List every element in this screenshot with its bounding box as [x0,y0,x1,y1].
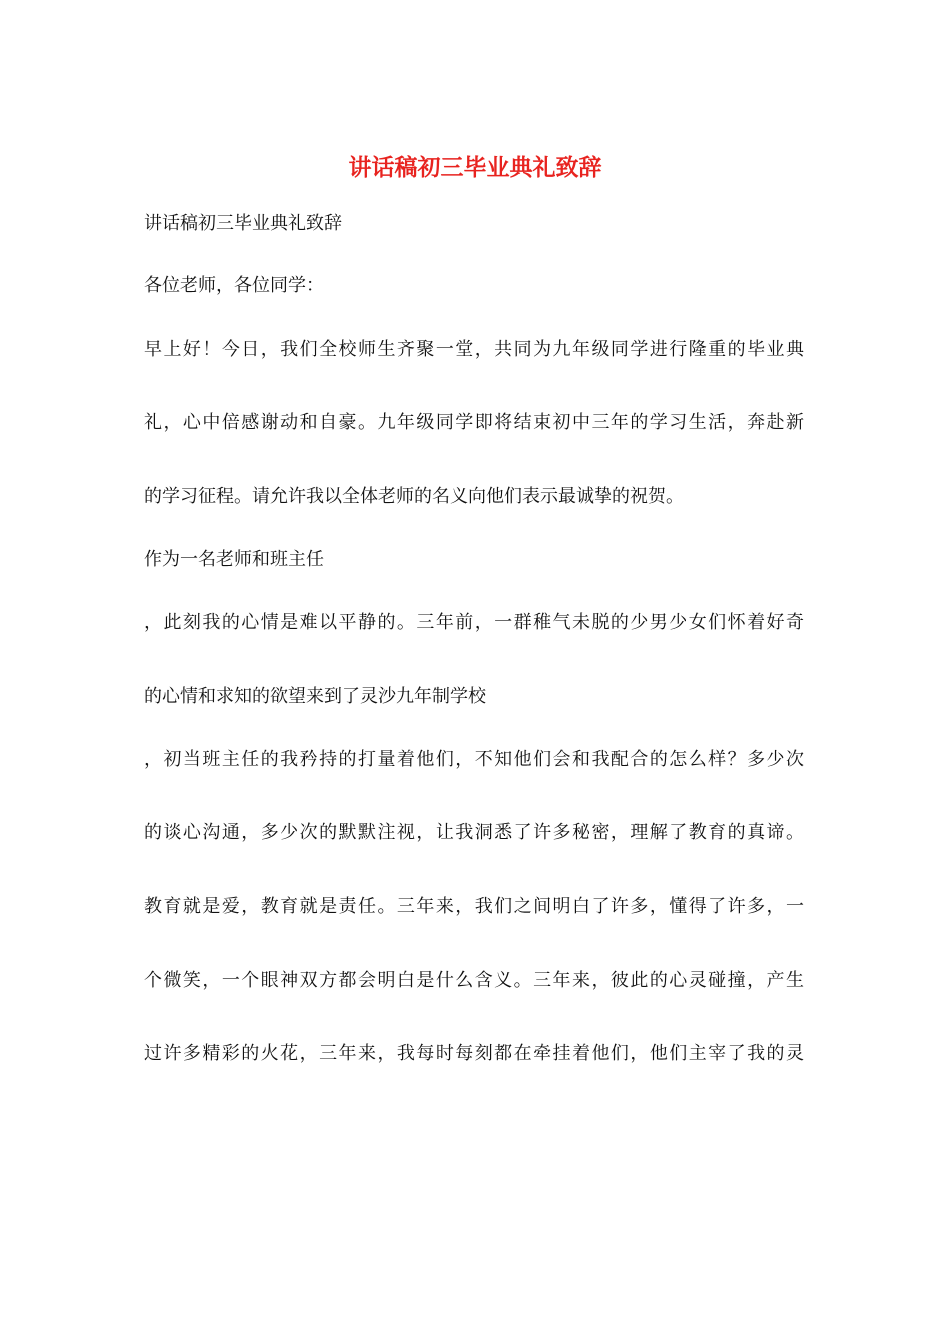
paragraph-line: 的学习征程。请允许我以全体老师的名义向他们表示最诚挚的祝贺。 [144,486,684,507]
paragraph-line: 教育就是爱，教育就是责任。三年来，我们之间明白了许多，懂得了许多，一 [144,896,804,917]
paragraph-line: 个微笑，一个眼神双方都会明白是什么含义。三年来，彼此的心灵碰撞，产生 [144,970,804,991]
paragraph-line: ，初当班主任的我矜持的打量着他们，不知他们会和我配合的怎么样？多少次 [144,749,804,770]
subtitle-line: 讲话稿初三毕业典礼致辞 [144,213,342,234]
paragraph-line: ，此刻我的心情是难以平静的。三年前，一群稚气未脱的少男少女们怀着好奇 [144,612,804,633]
document-title: 讲话稿初三毕业典礼致辞 [348,154,602,181]
paragraph-line: 作为一名老师和班主任 [144,549,324,570]
paragraph-line: 的心情和求知的欲望来到了灵沙九年制学校 [144,686,486,707]
paragraph-line: 礼，心中倍感谢动和自豪。九年级同学即将结束初中三年的学习生活，奔赴新 [144,412,804,433]
salutation-line: 各位老师，各位同学： [144,275,324,296]
paragraph-line: 的谈心沟通，多少次的默默注视，让我洞悉了许多秘密，理解了教育的真谛。 [144,822,804,843]
paragraph-line: 早上好！今日，我们全校师生齐聚一堂，共同为九年级同学进行隆重的毕业典 [144,339,804,360]
paragraph-line: 过许多精彩的火花，三年来，我每时每刻都在牵挂着他们，他们主宰了我的灵 [144,1043,804,1064]
